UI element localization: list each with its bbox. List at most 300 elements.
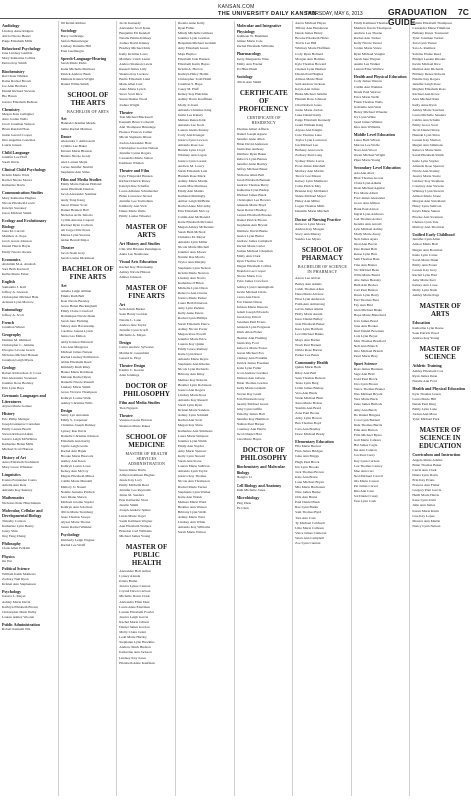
department-heading: Theatre [60, 245, 75, 251]
graduate-name: Ina Ann Cannon [353, 448, 377, 453]
graduate-name: Ashley Marie Page [412, 293, 440, 298]
graduate-name: Allison Marie Stone [412, 194, 441, 199]
graduate-name: Marcus Lee Wolfe [353, 142, 380, 147]
graduate-name: Carly Ann Krueger [177, 133, 205, 138]
graduate-name: Grant William King [295, 122, 324, 127]
department-heading: Pharmacology [236, 51, 262, 57]
graduate-name: Aimee Marie Cole [236, 39, 263, 44]
graduate-name: Carrie Ann Clark [412, 467, 437, 472]
graduate-name: Brian Randall Hoss [2, 127, 30, 132]
school-heading: MASTER OF PUBLIC HEALTH [125, 542, 168, 567]
graduate-name: Lindsay Anne Ridgers [2, 28, 34, 33]
department-heading: Behavioral Psychology [2, 45, 41, 51]
graduate-name: Christopher Todd Holm [177, 77, 212, 82]
graduate-name: Rachel Anne McCarthy [177, 204, 211, 209]
graduate-name: Neil James Ayers [353, 237, 378, 242]
graduate-name: Logan Thomas Mills [295, 204, 325, 209]
graduate-name: Derek Paul Weaver [353, 89, 381, 94]
graduate-name: Abe James Beasley [353, 277, 381, 282]
issue-date: THURSDAY, MAY 6, 2013 [305, 11, 363, 17]
graduate-name: Andrea Kay Young [412, 336, 440, 341]
graduate-name: Caitlin Marie Mundell [60, 479, 93, 484]
graduate-name: Taylor Lynn Lawrence [295, 138, 327, 143]
graduate-name: Kellie Marie Faber [2, 272, 29, 277]
graduate-name: Barry Guthridge [60, 33, 84, 38]
graduate-name: Jeffrey Michael Bauer [236, 167, 268, 172]
graduate-name: Jennifer Anne Allen [236, 136, 265, 141]
graduate-name: Katie Ann Walsh [177, 494, 202, 499]
graduate-name: Jennifer Lee Reynolds [119, 488, 151, 493]
graduate-name: Ashley Ann Keen [60, 459, 86, 464]
graduate-name: Holly Marie Austin [295, 312, 323, 317]
graduate-name: Emily Claire Crawford [60, 308, 93, 313]
graduate-name: Ian Michael Lee [295, 143, 319, 148]
department-heading: Visual Arts Education [119, 259, 157, 265]
graduate-name: Anna Elizabeth Denton [60, 187, 94, 192]
department-heading: Unified Early Childhood [412, 231, 455, 237]
graduate-name: Abby Lynn Bowen [295, 416, 322, 421]
graduate-name: Jon Paul Carey [353, 453, 375, 458]
graduate-name: Lauren Ashley Wooten [2, 614, 35, 619]
graduate-name: Olivia Ann Smith [236, 79, 262, 84]
graduate-name: Grace Helen Buckingham [60, 303, 97, 308]
degree-heading: CERTIFICATE OF RESIDENCY [246, 114, 281, 125]
graduate-name: Daniel Patrick Brown [236, 218, 268, 223]
graduate-name: Mary Katherine Hughes [2, 195, 36, 200]
graduate-name: Emma Ruth Bell [60, 293, 85, 298]
graduate-name: Lindsey Kay Stephens [412, 178, 444, 183]
graduate-name: Paige Elizabeth Kennedy [295, 117, 331, 122]
graduate-name: Kendra Ann Arnold [353, 221, 382, 226]
graduate-name: Rachel Ann Scott [177, 418, 203, 423]
department-heading: Theatre Design [119, 362, 146, 368]
graduate-name: Michael James Black [236, 192, 267, 197]
graduate-name: Allison Kathleen Hughes [119, 472, 155, 477]
department-heading: Physics [2, 553, 15, 559]
graduate-name: Jennifer Rose Beckley [2, 381, 34, 386]
graduate-name: Megan Ann Simmons [412, 143, 443, 148]
graduate-name: Sarah Beth McNeal [177, 229, 206, 234]
graduate-name: Jonathan Paul Evans [236, 320, 266, 325]
graduate-name: Robert Richardson Jr. Cross [2, 370, 42, 375]
graduate-name: Olivia Marie Sternberg [60, 510, 94, 515]
graduate-name: Katie Elizabeth McGuire [177, 219, 214, 224]
graduate-name: Daniel Bennett Hall [60, 207, 89, 212]
graduate-name: Jonathan Leigh Myers [2, 358, 34, 363]
graduate-name: Lindsey Ann Franklin [236, 355, 268, 360]
graduate-name: Susan Marie Davis [119, 467, 146, 472]
graduate-name: Amanda Kay Kenney [2, 487, 33, 492]
graduate-name: Rachel Elizabeth Williams [236, 44, 274, 49]
graduate-name: Brianna Kay McDaniel [295, 189, 328, 194]
department-heading: Athletic Training [412, 363, 442, 369]
graduate-name: Hal James Cagle [353, 443, 378, 448]
graduate-name: Michael James Nelson [60, 349, 93, 354]
graduate-name: Vince James Cameron [295, 530, 327, 535]
graduate-name: Alan Jennings [119, 373, 140, 378]
graduate-name: Piper Marie Young [353, 158, 381, 163]
graduate-name: Sandra Lee Myers [295, 237, 321, 242]
graduate-name: Ashley Christine Wills [60, 400, 93, 405]
graduate-name: Amelia Ann Reis [2, 482, 27, 487]
graduate-name: Sarah Elizabeth Lutz [177, 168, 208, 173]
graduate-name: Crystal Dawn Carlson [119, 589, 151, 594]
graduate-name: Courtney Ann Stevens [412, 184, 444, 188]
graduate-name: Marisa Lynn Stevens [60, 233, 91, 238]
site-name: KANSAN.COM [218, 4, 255, 10]
graduate-name: Kelsey Ann Lowe [412, 283, 438, 288]
graduate-name: Kira Ann Williams [353, 125, 381, 130]
graduate-name: Rachel Lynn Phillips [177, 316, 208, 321]
graduate-name: Jeffrey A. Scott [2, 312, 24, 317]
graduate-name: Jordan Alexander Hotz [119, 140, 152, 145]
graduate-name: Benjamin Eli Kendall [119, 31, 150, 36]
graduate-name: Ty Michael Caldwell [295, 520, 325, 525]
list-column [61, 21, 118, 796]
graduate-name: Erin Katherine Sloat [119, 498, 149, 503]
graduate-name: Laura Marie Hill [412, 396, 437, 401]
department-heading: Public Administration [2, 621, 40, 627]
graduate-name: Matthew Kevin Thompson [353, 26, 392, 31]
department-heading: Geography [2, 332, 22, 338]
graduate-name: Jonathan Winter [2, 325, 25, 330]
department-heading: Design [60, 407, 73, 413]
graduate-name: Erica Marie Webb [353, 94, 380, 99]
graduate-name: Shauna Kay Luckow [119, 71, 149, 76]
graduate-name: Stephanie Lynn Hawkins [119, 640, 155, 645]
graduate-name: Cynthia Lee Baker [60, 144, 88, 149]
graduate-name: Melanie Rachel Ryan [60, 375, 91, 380]
graduate-name: Allison Marie Hunt [295, 77, 323, 82]
graduate-name: Emily Ann Clark [236, 254, 261, 258]
graduate-name: Lindsey Marie Ross [177, 392, 207, 397]
school-heading: CERTIFICATE OF PROFICIENCY [239, 88, 289, 113]
graduate-name: Katherine Helen Mills [2, 442, 34, 447]
graduate-name: Laura Michelle Sanders [412, 112, 446, 117]
graduate-name: Derek Paul King [412, 401, 436, 406]
graduate-name: Rachel Lindsey Pemberton [60, 354, 99, 359]
graduate-name: Laura Anne Eiserman [119, 604, 150, 609]
graduate-name: Elizabeth Karin Hayes [177, 61, 210, 66]
graduate-name: Sarah Lynn Ryan [177, 403, 203, 408]
graduate-name: Shannon Marie Rakes [119, 423, 151, 428]
graduate-name: Micah Stephens Dixon [119, 135, 152, 140]
graduate-name: Megan Rose Powell [177, 331, 207, 336]
department-heading: Education [412, 320, 430, 326]
department-heading: Geology [2, 365, 16, 371]
graduate-name: Hannah Rose Mack [177, 173, 206, 178]
graduate-name: Michael Jerome Snyder [60, 499, 94, 504]
graduate-name: Gina M. Carroll [2, 229, 25, 234]
graduate-name: Erin Kay Evans [412, 477, 435, 482]
graduate-name: Alyssa Marie Thorne [60, 520, 91, 525]
graduate-name: Jenny Lyn Antoniak [60, 413, 89, 418]
graduate-name: Kimberly Ann Vick [119, 204, 147, 209]
graduate-name: Whitney Ann Logan [177, 153, 207, 158]
department-heading: Political Science [2, 566, 30, 572]
graduate-name: Evan James Marshall [295, 163, 326, 168]
graduate-name: Sean Henry Gordon [119, 312, 148, 317]
graduate-name: Uma Marie Calhoun [295, 525, 324, 530]
graduate-name: Bo Daniel Burgess [353, 412, 381, 417]
graduate-name: Dustin Paul Hughes [295, 71, 324, 76]
graduate-name: Joshua Wright [119, 102, 140, 107]
graduate-name: Lindsey Kay Jones [119, 655, 146, 660]
graduate-name: Danielle Nicole Russell [60, 380, 94, 385]
graduate-name: Molly Claire Grant [119, 630, 147, 635]
department-heading: Doctor of Nursing Practice [295, 216, 341, 222]
graduate-name: Frances Ann Fisher [412, 483, 440, 488]
graduate-name: Amy Elizabeth Green [177, 46, 209, 51]
graduate-name: Chelsea Lynn Tate [412, 219, 439, 224]
department-heading: Clinical Child Psychology [2, 167, 47, 173]
graduate-name: Jennifer Kay Hamilton [236, 417, 269, 421]
department-heading: Theatre [119, 109, 133, 115]
graduate-name: Amanda Lee Koch [177, 122, 205, 127]
graduate-name: Angela Marie Adams [412, 457, 443, 462]
graduate-name: Katherine O'Brien [177, 280, 204, 285]
graduate-name: Lou Thomas Carney [353, 463, 383, 468]
graduate-name: Todd Paul Brock [353, 377, 378, 381]
graduate-name: Una Lynn Brown [353, 382, 379, 387]
graduate-name: Alex Jordan Wells [2, 117, 28, 122]
graduate-name: Irene Lynn Irwin [412, 498, 437, 503]
graduate-name: Haley Lynn Sullivan [412, 204, 442, 209]
graduate-name: Sarah Marie Parks [60, 61, 87, 66]
graduate-name: Fay Ann Bird [353, 303, 373, 308]
graduate-name: Jacob Noah Gray [60, 250, 85, 255]
graduate-name: Mae Ann Carr [353, 468, 374, 473]
graduate-name: Zoe Lynn Cannon [295, 541, 321, 546]
graduate-name: Richard Derick Pettey [119, 178, 151, 183]
graduate-name: Jin Wu [2, 559, 12, 564]
graduate-name: Sol Daniel Casey [353, 494, 379, 499]
graduate-name: Natalie L. Lane [119, 317, 142, 322]
graduate-name: Heather Ann Fleming [236, 335, 267, 340]
graduate-name: Morgan Ann Holmes [295, 56, 325, 61]
graduate-name: Ilira Angelina Gonzales [2, 137, 36, 142]
graduate-name: Jennifer Lynn Scarff [119, 327, 148, 332]
graduate-name: Eleanor Frances Cullen [119, 130, 153, 135]
graduate-name: Mary Grace Whitaker [2, 465, 33, 470]
graduate-name: Justin Rae Anthony [236, 147, 264, 152]
graduate-name: Michael James Young [119, 533, 151, 538]
graduate-name: Nathan Paul Harper [236, 422, 265, 427]
graduate-name: Jennifer Lynne Rogers [119, 150, 151, 155]
graduate-name: Susan Denise Wood [119, 97, 148, 102]
graduate-name: Jacob Daniel Sharp [412, 127, 440, 132]
degree-heading: BACHELOR OF SCIENCE IN PHARMACY [297, 264, 347, 275]
graduate-name: Alexandra Ellen Diaz [119, 599, 150, 604]
graduate-name: Jacob Kennedy [119, 21, 141, 25]
graduate-name: Gina Ann Briggs [295, 454, 319, 459]
graduate-name: Jessica L. Meyer [2, 594, 26, 599]
graduate-name: Melissa Ann Richards [412, 66, 444, 71]
school-heading: DOCTOR OF PHILOSOPHY [123, 382, 170, 399]
graduate-name: Ashley Nicole Porter [177, 326, 208, 331]
department-heading: History of Art [2, 454, 26, 460]
graduate-name: Amy Marie Spencer [177, 448, 207, 453]
graduate-name: Rachel Marie Carter [236, 243, 266, 248]
graduate-name: Nicholas Allen Bell [236, 172, 265, 177]
graduate-name: Tara Ann Cain [295, 515, 316, 520]
graduate-name: Hannah Christine Meade [60, 121, 96, 126]
graduate-name: Megan Ann Bowman [412, 247, 443, 252]
graduate-name: Jessie Kay Lacy [119, 477, 142, 482]
graduate-name: Rebecca Lynn Barnes [236, 157, 268, 162]
graduate-name: Mark Allen Fisher [236, 330, 263, 335]
graduate-name: Michelle A. Mayer [119, 332, 146, 337]
graduate-name: Carter Andrew Sylvester [119, 345, 154, 350]
graduate-name: Hugh Paul Brock [295, 459, 320, 464]
graduate-name: Ivy Lynn White [353, 115, 376, 120]
graduate-name: Riley Ann Bell [295, 370, 317, 375]
graduate-name: Rita Ann Case [353, 489, 374, 494]
graduate-name: Jayme Leigh Grabs [60, 443, 88, 448]
graduate-name: Andrea Kay Morgan [295, 227, 325, 232]
graduate-name: Andrew Lee Thorne [353, 31, 383, 36]
department-heading: Psychology [60, 532, 80, 538]
graduate-name: Emily S. Carpenter [60, 418, 88, 423]
graduate-name: Justin Ray Ford [236, 340, 259, 345]
department-heading: Linguistics [2, 472, 21, 478]
department-heading: Economics [2, 256, 21, 262]
graduate-name: Lauren Elise Wallace [353, 66, 384, 71]
graduate-name: Reese Lynn Barr [353, 252, 378, 257]
graduate-name: Jennifer Lee Hoff [2, 155, 27, 160]
graduate-name: Sydney Marie Lucas [295, 158, 325, 163]
graduate-name: Scott Andrew Gardner [236, 371, 268, 376]
graduate-name: Jing Yang Zhang [2, 533, 26, 538]
graduate-name: Heather Lynn Robinson [177, 382, 212, 387]
graduate-name: Vic Michael Bean [353, 267, 380, 272]
graduate-name: Katie Lynn Carter [412, 252, 438, 257]
graduate-name: Clark Allen Fellrath [2, 546, 30, 551]
graduate-name: Stephanie Ann Rhodes [177, 362, 210, 367]
graduate-name: Steven Richard Aubin [2, 432, 33, 437]
graduate-name: Lindsay Ann Norris [177, 275, 206, 280]
school-heading: DOCTOR OF PHILOSOPHY [240, 446, 288, 463]
graduate-name: Jenny Shin [2, 528, 18, 533]
graduate-name: Tina Ann Baxter [353, 262, 377, 267]
graduate-name: Rebecca Marie Sims [412, 148, 442, 153]
graduate-name: Rachel Marie Turner [177, 484, 208, 489]
graduate-name: Kevin Michael Davis [236, 289, 267, 294]
graduate-name: Christopher C. Jenkins [2, 343, 34, 348]
graduate-name: Ashley Marie Sanchez [412, 107, 445, 112]
department-heading: Film and Media Studies [119, 400, 161, 406]
graduate-name: Tyler James Crawford [236, 279, 268, 284]
graduate-name: Sabrina Elaine Reed [412, 51, 441, 56]
graduate-name: Xena Marie Bolton [295, 401, 323, 406]
graduate-name: Eric Daniel Dixon [236, 299, 263, 304]
graduate-name: Amanda Lynn Ferguson [236, 325, 271, 330]
graduate-name: Lane Michael Bryan [295, 479, 324, 484]
graduate-name: Jennifer Lynn Allen [412, 237, 441, 242]
graduate-name: Jason Michael Smith [2, 211, 32, 216]
graduate-name: Leslie Mae Martinez [177, 184, 208, 188]
graduate-name: Rachael Ann Rowe [412, 92, 440, 97]
section-title: GRADUATION GUIDE [388, 7, 447, 27]
graduate-name: Hanna Marie Robinson [60, 370, 94, 375]
graduate-name: Molly Jo Kern [177, 102, 199, 107]
graduate-name: Brittany Lynn Webb [177, 510, 207, 514]
department-heading: Biochemistry and Molecular Biology [236, 464, 286, 475]
graduate-name: Lola Lynn Boyer [353, 333, 378, 338]
graduate-name: Daniel James Gordon [119, 625, 150, 629]
graduate-name: Austin Lee Walker [353, 61, 381, 66]
graduate-name: Jessica Lynn Lawson [177, 138, 208, 143]
graduate-name: Zachary Paul Long [295, 153, 322, 158]
graduate-name: Anna Lee Neathouse [119, 251, 149, 256]
graduate-name: Zachary Neil Ryan [2, 576, 29, 581]
graduate-name: Courtney Ann Harris [236, 427, 266, 432]
graduate-name: Hannah Lynn Shaw [412, 133, 440, 138]
department-heading: Molecular and Integrative Physiology [236, 23, 282, 34]
graduate-name: Katherine Ann Jackson [119, 650, 152, 655]
graduate-name: Eren Gezimoglu [60, 48, 84, 53]
graduate-name: Gabrielle Ann West [353, 104, 382, 109]
graduate-name: Megan Kate Gallagher [2, 112, 34, 117]
graduate-name: Cole Thomas Lane [295, 133, 322, 138]
graduate-name: Brooke Elizabeth Hicks [295, 36, 329, 41]
graduate-name: Elizabeth Anne Kaufman [119, 660, 155, 665]
graduate-name: Lauren Elizabeth Brooks [236, 213, 272, 218]
graduate-name: Rachel Lynn Hart [412, 273, 438, 277]
graduate-name: Sage Ann Britt [353, 371, 375, 376]
graduate-name: Kate Ann Bruce [295, 474, 318, 479]
graduate-name: Ashley Nicole Hixson [119, 269, 151, 274]
graduate-name: Ivan James Bond [353, 318, 378, 323]
graduate-name: Faith Ann Armstrong [295, 301, 325, 306]
graduate-name: Trevor Lee Mason [295, 173, 322, 178]
graduate-name: Kathleen W. Bushman [236, 34, 268, 38]
graduate-name: Dwayne Lavone Green [2, 348, 35, 353]
graduate-name: Sarah Jane Wagner [353, 56, 381, 61]
graduate-name: Amelia Leigh Altman [60, 288, 92, 293]
graduate-name: Aaron Michael Hayes [295, 21, 326, 25]
graduate-name: Amanda Rose Spencer [412, 163, 445, 168]
list-column [178, 21, 235, 796]
graduate-name: Andrew M. Lowry [177, 163, 205, 168]
list-column [2, 21, 59, 796]
degree-heading: MASTER OF HEALTH SERVICES ADMINISTRATION [125, 450, 168, 466]
graduate-name: Paul Daniel Bush [295, 500, 320, 505]
graduate-name: Derek James Henry [295, 31, 323, 36]
graduate-name: Emily Lynn Lane [412, 406, 437, 411]
graduate-name: Megan Elizabeth Mikos [60, 474, 95, 479]
graduate-name: Nicole Elizabeth Lewis [2, 200, 35, 205]
graduate-name: Haley Ann Miller [295, 199, 320, 204]
graduate-name: Nicholas Avila Tenorio [60, 212, 93, 217]
graduate-name: Amanda Marie Boyd [236, 203, 267, 208]
graduate-name: Kara Lynn Baldwin [295, 327, 323, 332]
graduate-name: Pearl Marie Bray [353, 354, 378, 359]
graduate-name: Grace Victoria Thompson [60, 390, 97, 395]
graduate-name: Bridget Leeann Rhodes [412, 56, 446, 61]
graduate-name: Noah Paul Barnett [295, 342, 321, 347]
graduate-name: Tess Lynn Cash [353, 499, 376, 504]
graduate-name: Brian David Anderson [236, 141, 268, 146]
graduate-name: Seth Adam Barker [119, 307, 146, 312]
graduate-name: Katelyn Rae Schaffer [119, 183, 150, 188]
graduate-name: Andy Tong Kang [60, 197, 85, 202]
graduate-name: Susan Rachel Winkler [60, 525, 92, 530]
graduate-name: Kristin Marie Newton [177, 270, 209, 275]
graduate-name: Jordan Ann Moss [412, 411, 437, 416]
school-heading: MASTER OF ARTS [419, 302, 461, 319]
department-heading: Philosophy [2, 540, 21, 546]
